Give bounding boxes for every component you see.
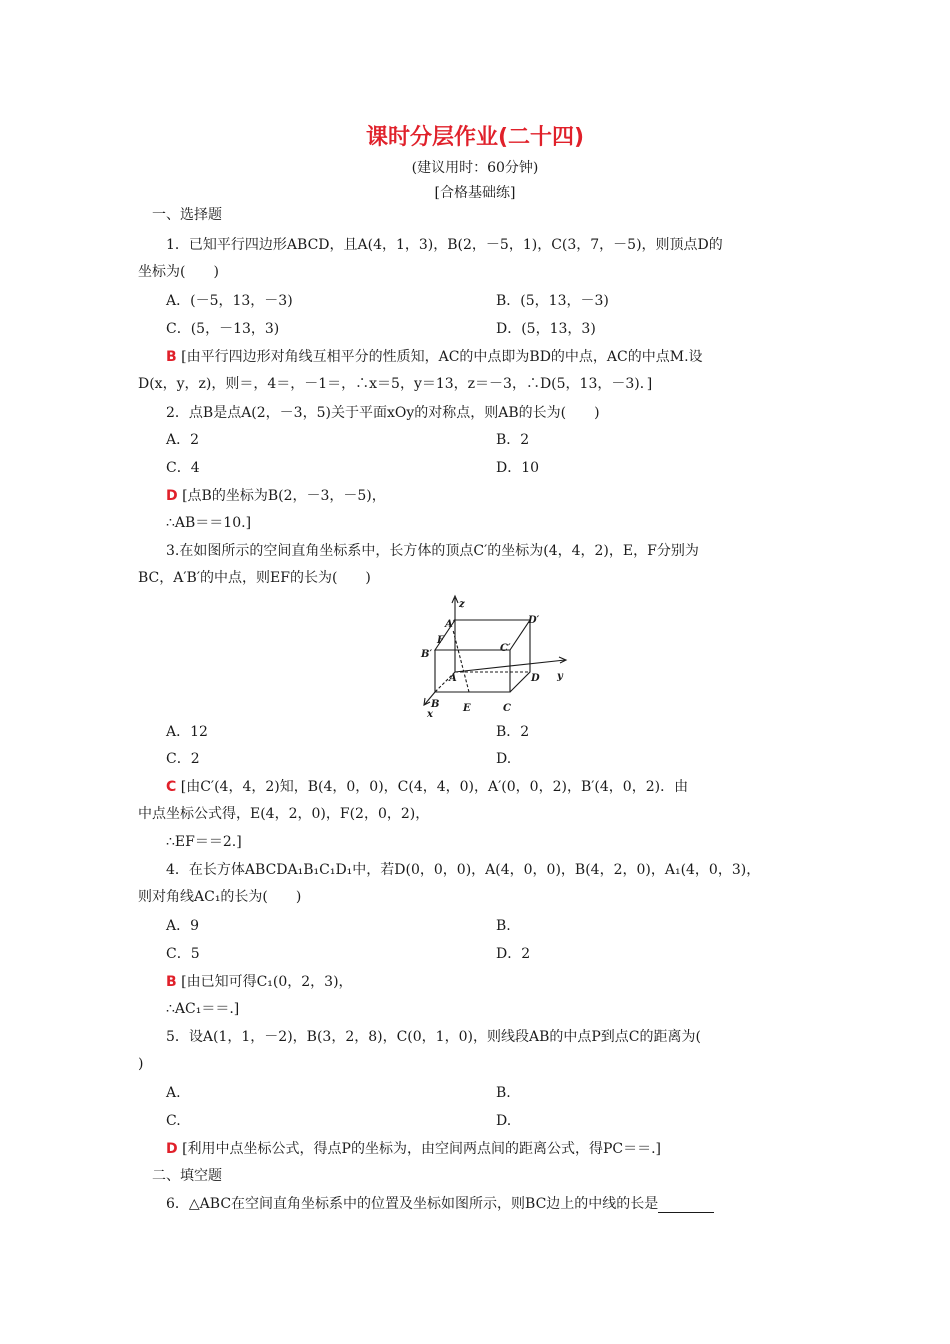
q3-answer: C <box>166 779 177 795</box>
q1-option-c: C．(5，－13，3) <box>166 321 280 337</box>
q6-answer-blank <box>658 1198 714 1213</box>
q3-option-b: B．2 <box>496 724 530 740</box>
q4-option-b: B. <box>496 918 511 934</box>
q5-explanation <box>166 1140 661 1158</box>
q2-answer: D <box>166 488 178 504</box>
label-b-prime: B′ <box>421 649 433 660</box>
q3-explanation-line2: 中点坐标公式得，E(4，2，0)，F(2，0，2)， <box>138 806 430 822</box>
q2-option-c: C．4 <box>166 460 200 476</box>
label-z: z <box>459 599 465 610</box>
q4-answer: B <box>166 974 177 990</box>
q4-option-a: A．9 <box>166 918 200 934</box>
level-label: [合格基础练] <box>434 185 516 201</box>
q1-answer: B <box>166 349 177 365</box>
q4-explanation-line2: ∴AC₁＝＝.] <box>166 1001 240 1017</box>
q3-stem-line2: BC，A′B′的中点，则EF的长为( ) <box>138 570 371 586</box>
q1-explanation-line2: D(x，y，z)，则＝，4＝，－1＝，∴x＝5，y＝13，z＝－3，∴D(5，13，－3)．] <box>138 376 653 392</box>
q5-option-a: A. <box>166 1085 181 1101</box>
label-y: y <box>557 671 563 682</box>
label-d-prime: D′ <box>528 615 540 626</box>
label-c: C <box>503 703 511 714</box>
section-heading-fill: 二、填空题 <box>152 1168 222 1184</box>
label-b: B <box>431 699 440 710</box>
q6-stem: 6．△ABC在空间直角坐标系中的位置及坐标如图所示，则BC边上的中线的长是 <box>166 1196 659 1212</box>
q5-explanation-text: [利用中点坐标公式，得点P的坐标为，由空间两点间的距离公式，得PC＝＝.] <box>182 1141 662 1157</box>
q5-stem-line1: 5．设A(1，1，－2)，B(3，2，8)，C(0，1，0)，则线段AB的中点P到点C的距离为( <box>166 1029 701 1045</box>
q3-explanation-line1 <box>166 778 688 796</box>
q2-explanation-line2: ∴AB＝＝10.] <box>166 515 252 531</box>
q4-stem-line1: 4．在长方体ABCDA₁B₁C₁D₁中，若D(0，0，0)，A(4，0，0)，B(4，2，0)，A₁(4，0，3)， <box>166 862 761 878</box>
section-heading-choice: 一、选择题 <box>152 207 222 223</box>
q2-option-b: B．2 <box>496 432 530 448</box>
q4-option-c: C．5 <box>166 946 200 962</box>
q4-explanation-line1 <box>166 973 353 991</box>
cuboid-figure <box>415 592 575 720</box>
q1-stem-line1: 1．已知平行四边形ABCD，且A(4，1，3)，B(2，－5，1)，C(3，7，－5)，则顶点D的 <box>166 237 723 253</box>
q2-explanation-line1 <box>166 487 386 505</box>
q2-explanation-text: [点B的坐标为B(2，－3，－5)， <box>182 488 386 504</box>
q5-answer: D <box>166 1141 178 1157</box>
q3-explanation-line3: ∴EF＝＝2.] <box>166 834 242 850</box>
time-note: (建议用时：60分钟) <box>411 160 539 176</box>
q3-option-d: D. <box>496 751 512 767</box>
q1-option-d: D．(5，13，3) <box>496 321 596 337</box>
q4-explanation-text: [由已知可得C₁(0，2，3)， <box>181 974 353 990</box>
q3-option-a: A．12 <box>166 724 208 740</box>
label-d: D <box>531 673 540 684</box>
q6-stem-line <box>166 1195 714 1213</box>
q4-option-d: D．2 <box>496 946 531 962</box>
q1-explanation-text: [由平行四边形对角线互相平分的性质知，AC的中点即为BD的中点，AC的中点M.设 <box>181 349 703 365</box>
q5-stem-line2: ) <box>138 1056 144 1072</box>
q5-option-d: D. <box>496 1113 512 1129</box>
page-title: 课时分层作业(二十四) <box>365 125 585 150</box>
q2-option-d: D．10 <box>496 460 540 476</box>
q1-explanation-line1 <box>166 348 703 366</box>
q3-stem-line1: 3.在如图所示的空间直角坐标系中，长方体的顶点C′的坐标为(4，4，2)，E，F分别为 <box>166 543 699 559</box>
q4-stem-line2: 则对角线AC₁的长为( ) <box>138 889 302 905</box>
q2-option-a: A．2 <box>166 432 200 448</box>
q1-option-b: B．(5，13，－3) <box>496 293 609 309</box>
front-face <box>435 650 510 692</box>
label-c-prime: C′ <box>500 643 511 654</box>
label-e: E <box>463 703 471 714</box>
q3-explanation-text: [由C′(4，4，2)知，B(4，0，0)，C(4，4，0)，A′(0，0，2)，B′(4，0，2)．由 <box>180 779 689 795</box>
q5-option-c: C. <box>166 1113 181 1129</box>
right-face-edges <box>510 620 530 692</box>
q1-option-a: A．(－5，13，－3) <box>166 293 293 309</box>
label-f: F <box>437 635 445 646</box>
label-a-prime: A′ <box>445 619 456 630</box>
label-x: x <box>427 709 433 720</box>
q5-option-b: B. <box>496 1085 511 1101</box>
q1-stem-line2: 坐标为( ) <box>138 264 219 280</box>
q3-option-c: C．2 <box>166 751 200 767</box>
label-a: A <box>449 673 457 684</box>
q2-stem: 2．点B是点A(2，－3，5)关于平面xOy的对称点，则AB的长为( ) <box>166 405 600 421</box>
